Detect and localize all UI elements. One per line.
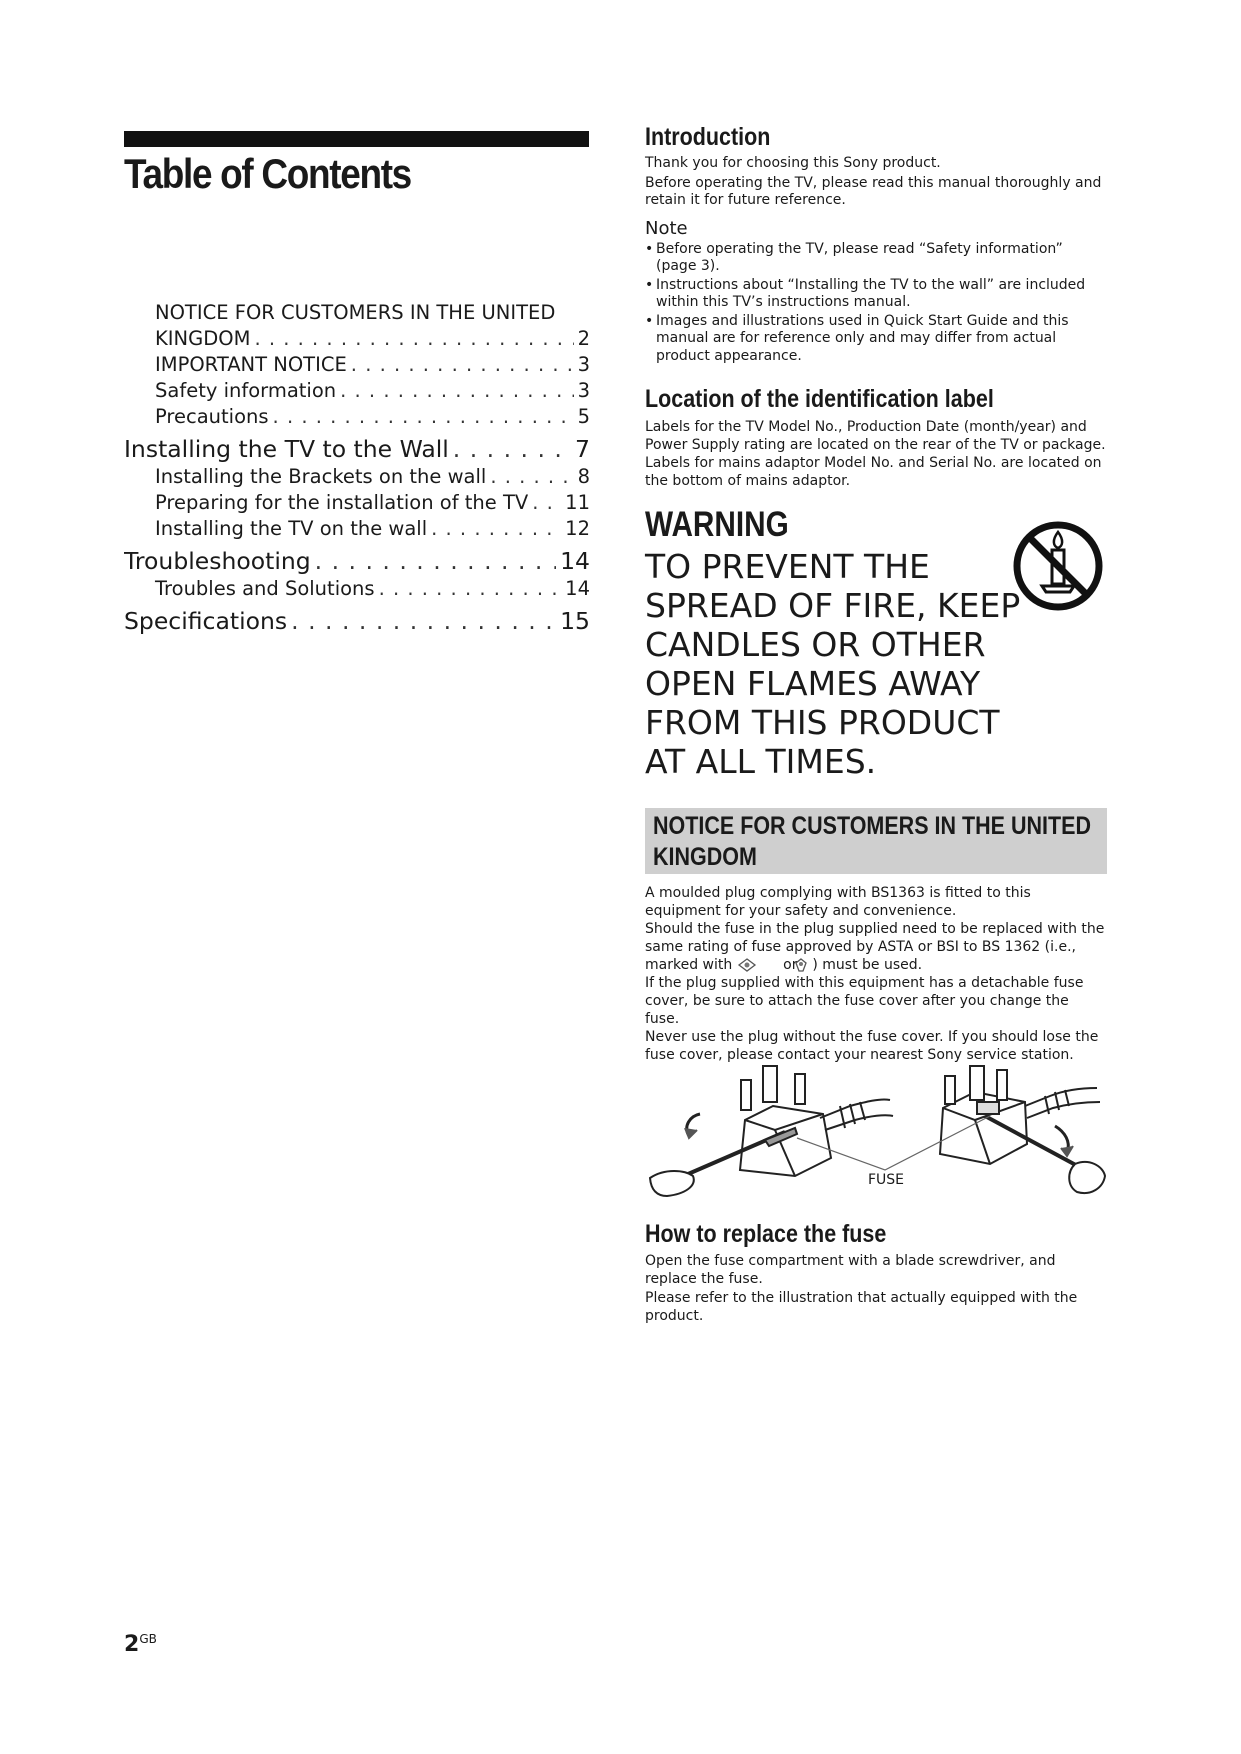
identification-label-heading: Location of the identification label <box>645 385 994 413</box>
replace-fuse-heading: How to replace the fuse <box>645 1220 887 1248</box>
toc-entry-installing-tv-on-wall[interactable]: Installing the TV on the wall . . . 12 <box>124 516 590 542</box>
toc-entry-preparing-installation[interactable]: Preparing for the installation of the TV . . . 11 <box>124 490 590 516</box>
identification-label-text: Labels for the TV Model No., Production Date (month/year) and Power Supply rating are located on the rear of the TV or package. Labels for mains adaptor Model No. and Serial No. are located on the bottom of mains adaptor. <box>645 419 1106 489</box>
toc-entry-precautions[interactable]: Precautions . . . 5 <box>124 404 590 430</box>
replace-fuse-section <box>645 1220 1107 1325</box>
warning-text: TO PREVENT THE SPREAD OF FIRE, KEEP CANDLES OR OTHER OPEN FLAMES AWAY FROM THIS PRODUCT AT ALL TIMES. <box>645 547 1021 781</box>
note-item: • Instructions about “Installing the TV to the wall” are included within this TV’s instructions manual. <box>645 277 1107 312</box>
toc-entry-installing-tv-wall[interactable]: Installing the TV to the Wall . . . 7 <box>124 434 590 464</box>
uk-notice-p1: A moulded plug complying with BS1363 is fitted to this equipment for your safety and convenience. <box>645 885 1031 919</box>
toc-entry-kingdom[interactable]: KINGDOM . . . 2 <box>124 326 590 352</box>
note-item: • Before operating the TV, please read “Safety information” (page 3). <box>645 241 1107 276</box>
note-heading: Note <box>645 217 688 239</box>
asta-mark-icon <box>737 958 757 972</box>
uk-notice-p3: If the plug supplied with this equipment has a detachable fuse cover, be sure to attach the fuse cover after you change the fuse. <box>645 975 1084 1027</box>
toc-header-bar <box>124 131 589 147</box>
page-suffix: GB <box>139 1632 157 1646</box>
replace-fuse-p2: Please refer to the illustration that actually equipped with the product. <box>645 1290 1078 1324</box>
uk-notice-heading: NOTICE FOR CUSTOMERS IN THE UNITED KINGDOM <box>653 812 1091 871</box>
toc-entry-safety-information[interactable]: Safety information . . . 3 <box>124 378 590 404</box>
intro-thanks: Thank you for choosing this Sony product. <box>645 155 941 171</box>
toc-title: Table of Contents <box>124 150 411 197</box>
note-item: • Images and illustrations used in Quick Start Guide and this manual are for reference only and may differ from actual product appearance. <box>645 313 1107 366</box>
toc-first-line: NOTICE FOR CUSTOMERS IN THE UNITED <box>155 301 556 324</box>
page-number: $2^{GB}$ <box>124 1632 157 1657</box>
toc-entry-troubleshooting[interactable]: Troubleshooting . . . 14 <box>124 546 590 576</box>
uk-notice-p4: Never use the plug without the fuse cover. If you should lose the fuse cover, please contact your nearest Sony service station. <box>645 1029 1099 1063</box>
identification-label-section <box>645 385 1107 490</box>
introduction-section <box>645 123 1107 366</box>
toc-entry-specifications[interactable]: Specifications . . . 15 <box>124 606 590 636</box>
intro-read-manual: Before operating the TV, please read this manual thoroughly and retain it for future reference. <box>645 174 1102 208</box>
toc-entry-important-notice[interactable]: IMPORTANT NOTICE . . . 3 <box>124 352 590 378</box>
introduction-heading: Introduction <box>645 123 771 151</box>
uk-notice-body <box>645 884 1107 1064</box>
replace-fuse-p1: Open the fuse compartment with a blade screwdriver, and replace the fuse. <box>645 1253 1056 1287</box>
no-open-flame-icon <box>1012 520 1104 612</box>
uk-notice-p2: Should the fuse in the plug supplied need to be replaced with the same rating of fuse approved by ASTA or BSI to BS 1362 (i.e., marked with or ) must be used. <box>645 921 1105 973</box>
bsi-kitemark-icon <box>794 958 808 972</box>
toc-entry-installing-brackets[interactable]: Installing the Brackets on the wall . . . 8 <box>124 464 590 490</box>
uk-notice-banner <box>645 808 1107 874</box>
toc-entry-troubles-solutions[interactable]: Troubles and Solutions . . . 14 <box>124 576 590 602</box>
fuse-label: FUSE <box>868 1172 905 1188</box>
note-list <box>645 241 1107 366</box>
warning-heading: WARNING <box>645 505 789 544</box>
toc-list <box>124 300 590 636</box>
